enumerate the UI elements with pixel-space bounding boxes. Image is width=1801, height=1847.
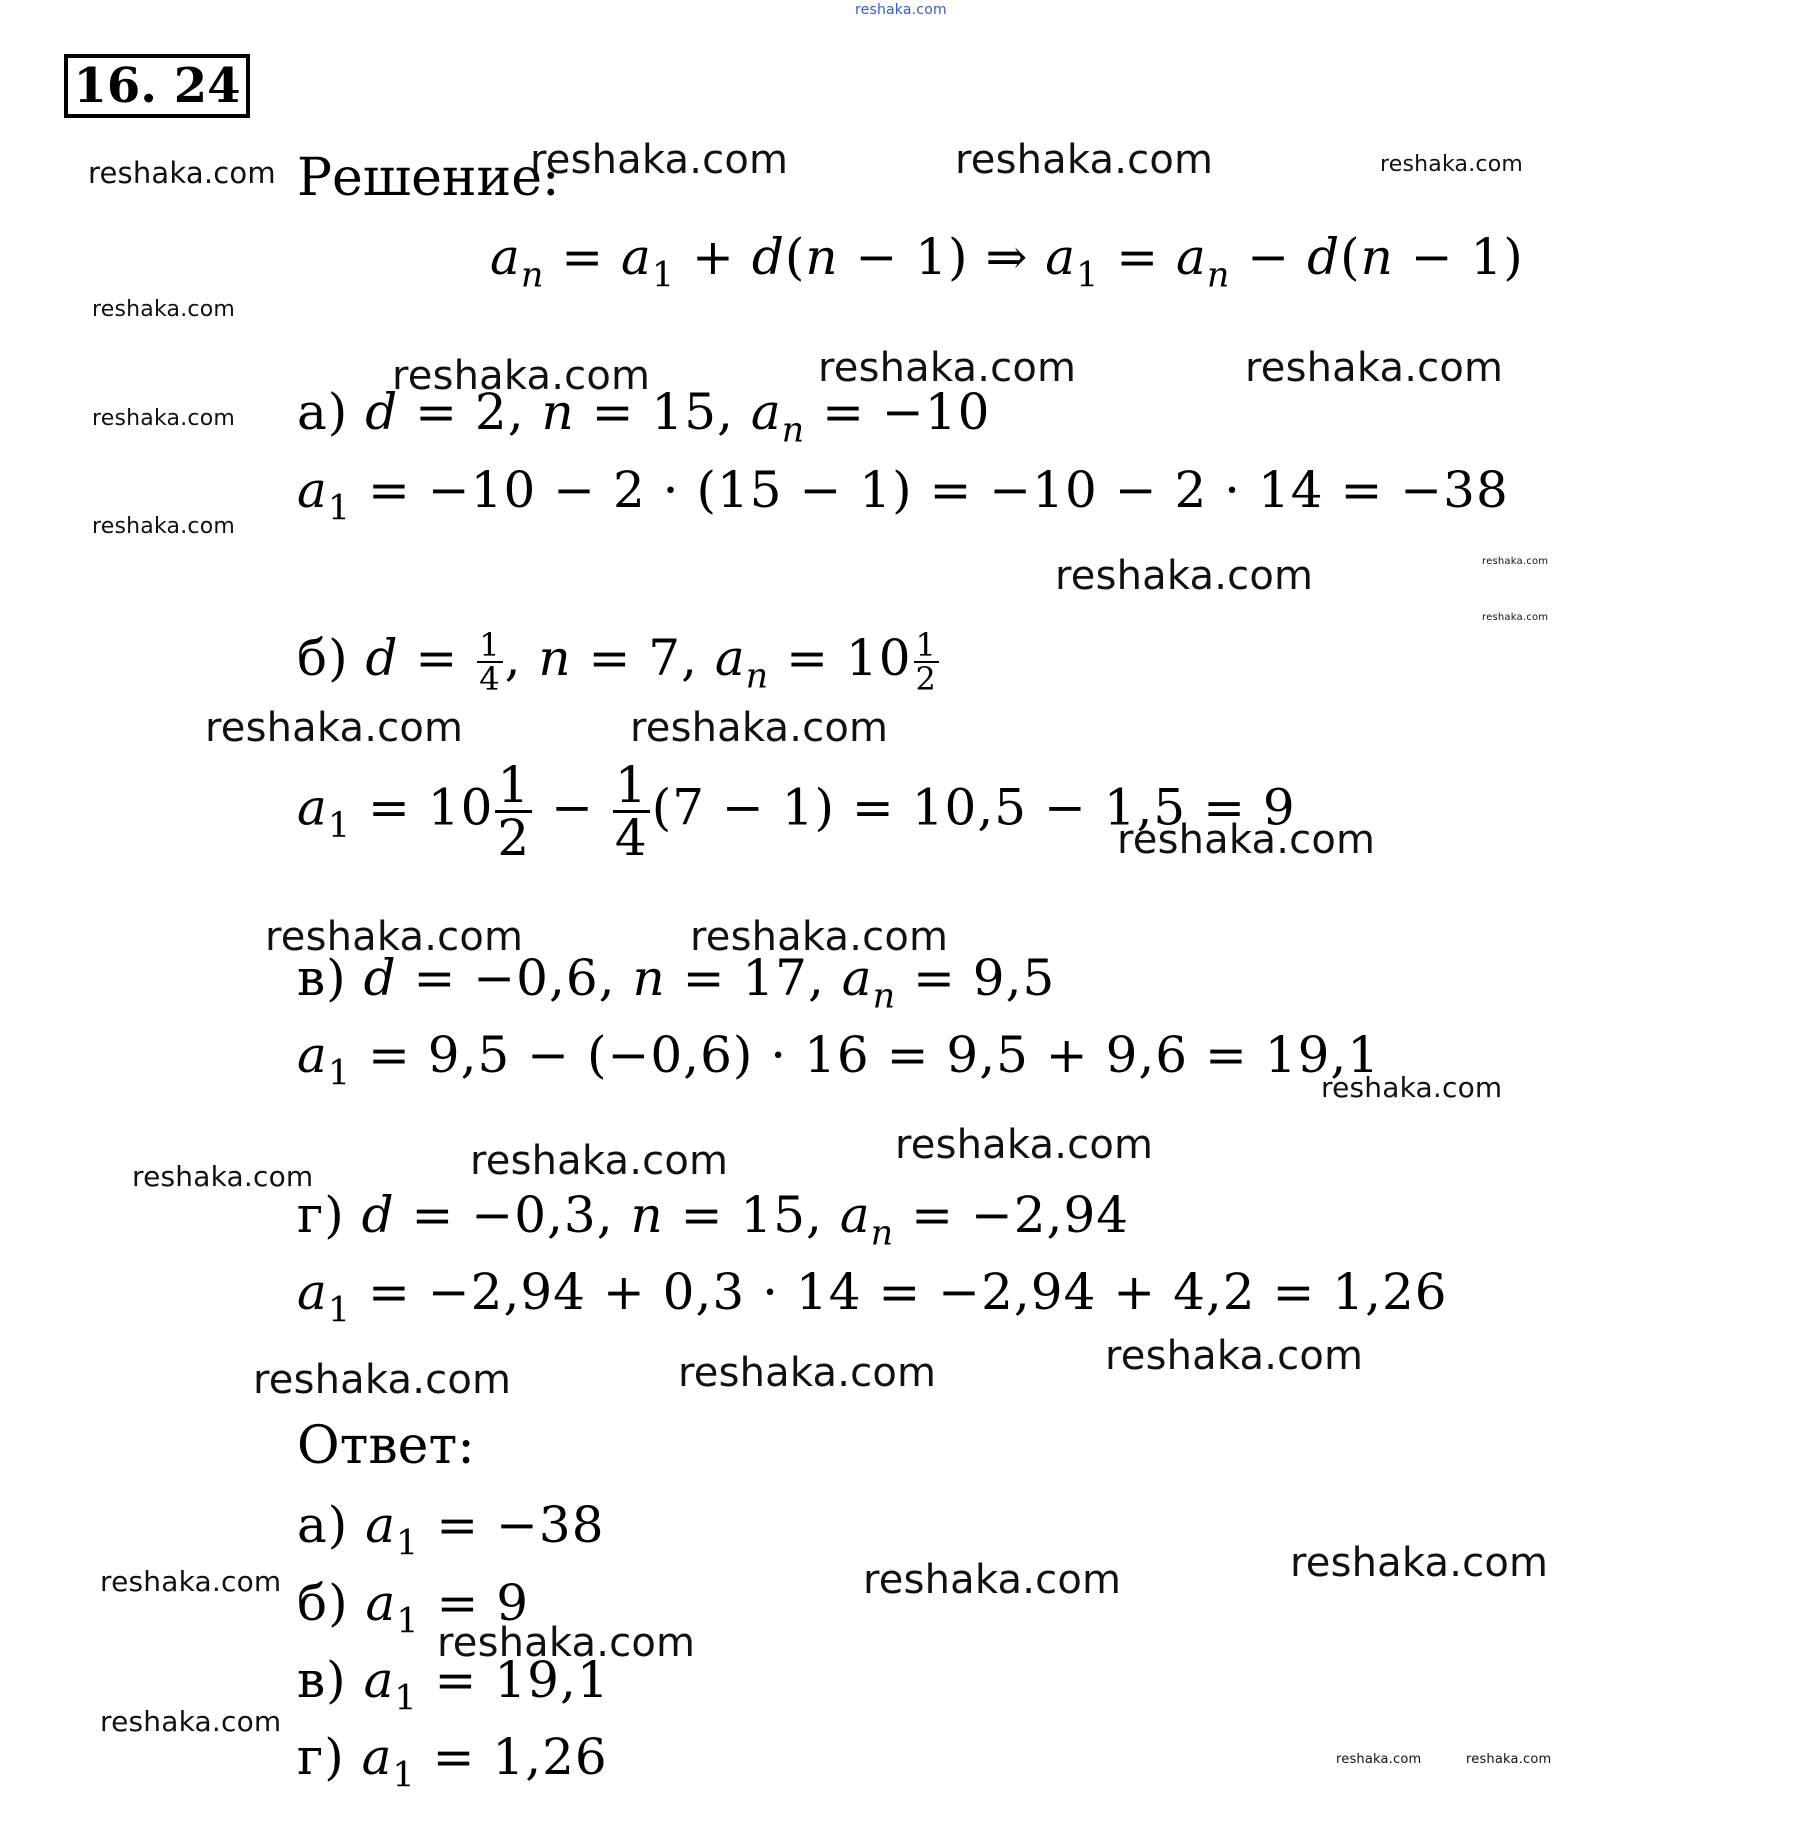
answer-a: а) $a_1 = -38$ <box>297 1496 605 1564</box>
part-a-label: а) <box>297 383 349 441</box>
watermark: reshaka.com <box>205 705 464 751</box>
watermark: reshaka.com <box>1055 553 1314 599</box>
watermark: reshaka.com <box>1290 1540 1549 1586</box>
watermark: reshaka.com <box>863 1557 1122 1603</box>
watermark: reshaka.com <box>92 406 235 431</box>
fraction-one-half: $\frac{1}{2}$ <box>915 626 937 698</box>
part-a-calculation: $a_1 = -10 - 2 \cdot (15 - 1) = -10 - 2 \cdot 14 = -38$ <box>297 461 1509 529</box>
watermark: reshaka.com <box>265 914 524 960</box>
part-v-label: в) <box>297 949 347 1007</box>
watermark: reshaka.com <box>955 137 1214 183</box>
watermark: reshaka.com <box>1245 345 1504 391</box>
answer-heading: Ответ: <box>297 1416 475 1476</box>
part-a-condition: а) d = 2, n = 15, $a_n = -10$ <box>297 383 991 451</box>
watermark: reshaka.com <box>690 914 949 960</box>
part-b-label: б) <box>297 629 349 687</box>
watermark: reshaka.com <box>437 1620 696 1666</box>
watermark: reshaka.com <box>132 1160 314 1193</box>
watermark: reshaka.com <box>855 2 947 18</box>
answer-g: г) $a_1 = 1,26$ <box>297 1728 608 1796</box>
part-v-condition: в) d = −0,6, n = 17, $a_n = 9,5$ <box>297 949 1056 1017</box>
general-formula: $a_n = a_1 + d(n - 1)$ ⇒ $a_1 = a_n - d(n - 1)$ <box>490 228 1524 296</box>
watermark: reshaka.com <box>100 1565 282 1598</box>
part-g-calculation: $a_1 = -2,94 + 0,3 \cdot 14 = -2,94 + 4,2 = 1,26$ <box>297 1263 1448 1331</box>
watermark: reshaka.com <box>92 514 235 539</box>
watermark: reshaka.com <box>92 297 235 322</box>
fraction-one-quarter: $\frac{1}{4}$ <box>479 626 501 698</box>
part-b-condition: б) d = $\frac{1}{4}$ , n = 7, $a_n = 10$ $\frac{1}{2}$ <box>297 626 937 698</box>
watermark: reshaka.com <box>1321 1071 1503 1104</box>
watermark: reshaka.com <box>1482 556 1549 567</box>
watermark: reshaka.com <box>1336 1752 1422 1767</box>
watermark: reshaka.com <box>253 1357 512 1403</box>
watermark: reshaka.com <box>1482 612 1549 623</box>
part-b-calculation: $a_1 = 10$ $\frac{1}{2}$ − $\frac{1}{4}$ (7 − 1) = 10,5 − 1,5 = 9 <box>297 756 1296 867</box>
watermark: reshaka.com <box>630 705 889 751</box>
watermark: reshaka.com <box>1466 1752 1552 1767</box>
solution-heading: Решение: <box>297 148 560 208</box>
watermark: reshaka.com <box>818 345 1077 391</box>
fraction-one-half-large: $\frac{1}{2}$ <box>497 756 531 867</box>
part-v-calculation: $a_1 = 9,5 - (-0,6) \cdot 16 = 9,5 + 9,6 = 19,1$ <box>297 1026 1381 1094</box>
watermark: reshaka.com <box>88 156 276 190</box>
watermark: reshaka.com <box>678 1350 937 1396</box>
watermark: reshaka.com <box>1380 152 1523 177</box>
answer-v: в) $a_1 = 19,1$ <box>297 1651 610 1719</box>
watermark: reshaka.com <box>895 1122 1154 1168</box>
watermark: reshaka.com <box>530 137 789 183</box>
watermark: reshaka.com <box>1105 1333 1364 1379</box>
problem-number: 16. 24 <box>64 54 250 118</box>
watermark: reshaka.com <box>1117 817 1376 863</box>
watermark: reshaka.com <box>392 353 651 399</box>
watermark: reshaka.com <box>470 1138 729 1184</box>
part-g-condition: г) d = −0,3, n = 15, $a_n = -2,94$ <box>297 1186 1130 1254</box>
part-g-label: г) <box>297 1186 345 1244</box>
watermark: reshaka.com <box>100 1705 282 1738</box>
fraction-one-quarter-large: $\frac{1}{4}$ <box>614 756 648 867</box>
answer-b: б) $a_1 = 9$ <box>297 1574 530 1642</box>
